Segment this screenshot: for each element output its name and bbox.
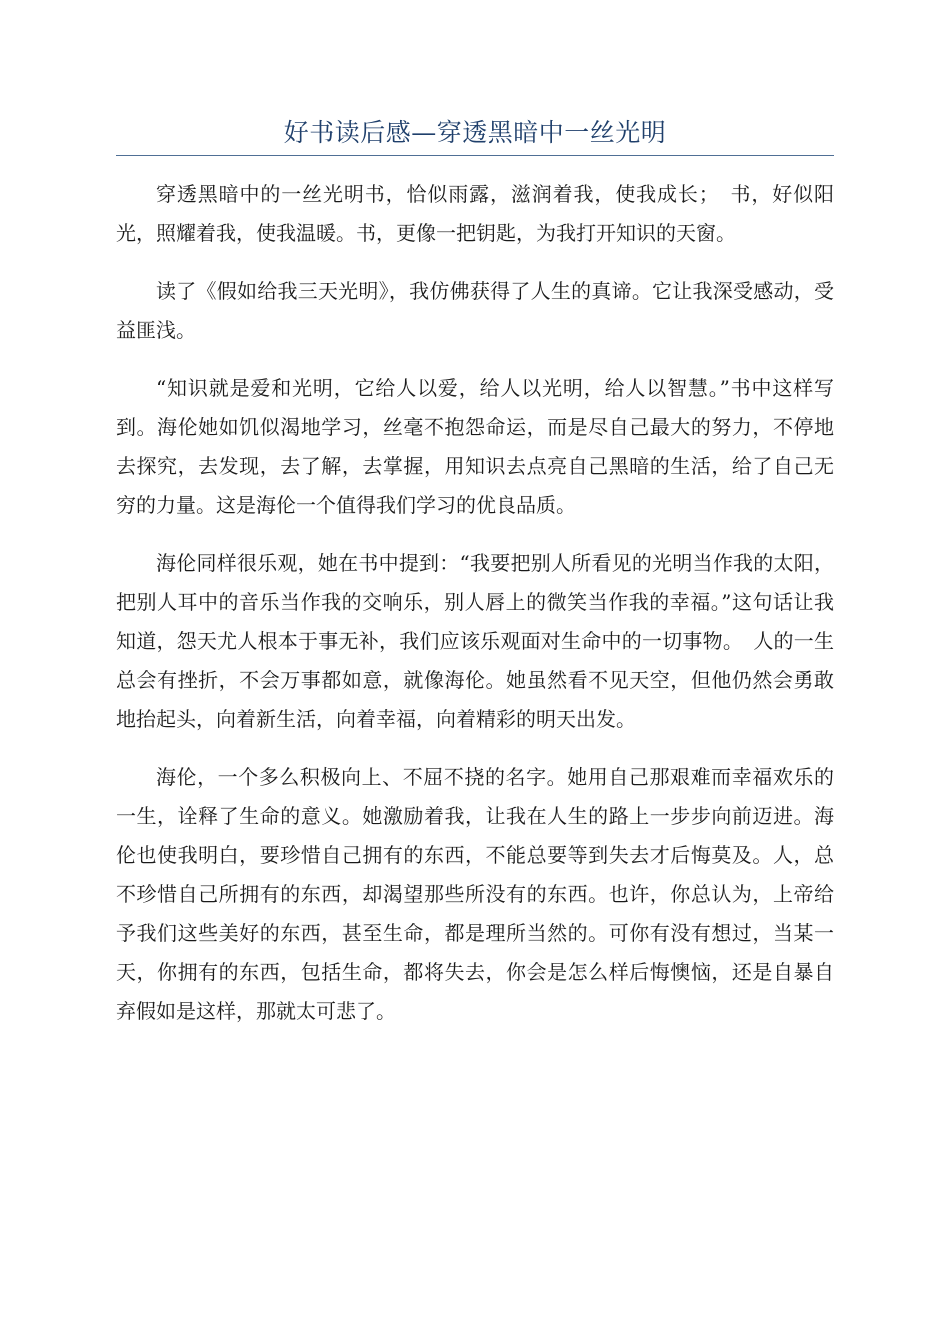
paragraph-1: 穿透黑暗中的一丝光明书，恰似雨露，滋润着我，使我成长； 书，好似阳光，照耀着我，使我温暖。书，更像一把钥匙，为我打开知识的天窗。: [116, 182, 834, 245]
paragraph-2: 读了《假如给我三天光明》，我仿佛获得了人生的真谛。它让我深受感动，受益匪浅。: [116, 279, 834, 342]
title-block: [116, 112, 834, 156]
paragraph-3: “知识就是爱和光明，它给人以爱，给人以光明，给人以智慧。”书中这样写到。海伦她如饥似渴地学习，丝毫不抱怨命运，而是尽自己最大的努力，不停地去探究，去发现，去了解，去掌握，用知识去点亮自己黑暗的生活，给了自己无穷的力量。这是海伦一个值得我们学习的优良品质。: [116, 376, 834, 517]
page-title: 好书读后感—穿透黑暗中一丝光明: [283, 118, 667, 147]
document-body: [116, 175, 834, 1050]
paragraph-5: 海伦，一个多么积极向上、不屈不挠的名字。她用自己那艰难而幸福欢乐的一生，诠释了生命的意义。她激励着我，让我在人生的路上一步步向前迈进。海伦也使我明白，要珍惜自己拥有的东西，不能总要等到失去才后悔莫及。人，总不珍惜自己所拥有的东西，却渴望那些所没有的东西。也许，你总认为，上帝给予我们这些美好的东西，甚至生命，都是理所当然的。可你有没有想过，当某一天，你拥有的东西，包括生命，都将失去，你会是怎么样后悔懊恼，还是自暴自弃假如是这样，那就太可悲了。: [116, 765, 834, 1023]
paragraph-4: 海伦同样很乐观，她在书中提到：“我要把别人所看见的光明当作我的太阳，把别人耳中的音乐当作我的交响乐，别人唇上的微笑当作我的幸福。”这句话让我知道，怨天尤人根本于事无补，我们应该乐观面对生命中的一切事物。 人的一生总会有挫折，不会万事都如意，就像海伦。她虽然看不见天空，但他仍然会勇敢地抬起头，向着新生活，向着幸福，向着精彩的明天出发。: [116, 551, 834, 731]
